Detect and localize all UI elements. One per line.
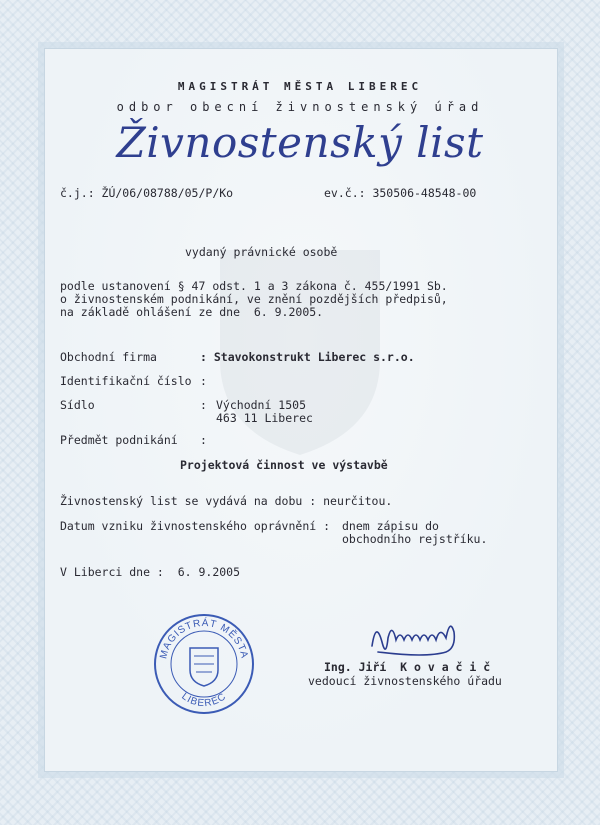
legal-basis-line-2: o živnostenském podnikání, ve znění pozdějších předpisů, bbox=[60, 292, 448, 306]
seat-line-2: 463 11 Liberec bbox=[216, 411, 313, 425]
stamp-bottom-text: LIBEREC bbox=[179, 690, 229, 710]
seat-line-1: Východní 1505 bbox=[216, 398, 307, 412]
registration-number: ev.č.: 350506-48548-00 bbox=[324, 186, 477, 200]
signatory-role: vedoucí živnostenského úřadu bbox=[308, 674, 502, 688]
legal-basis-line-3: na základě ohlášení ze dne 6. 9.2005. bbox=[60, 305, 324, 319]
subject-value: Projektová činnost ve výstavbě bbox=[180, 458, 388, 472]
issued-to: vydaný právnické osobě bbox=[185, 245, 338, 259]
subject-label: Předmět podnikání bbox=[60, 433, 178, 447]
document-title: Živnostenský list bbox=[116, 118, 484, 167]
firm-value: : Stavokonstrukt Liberec s.r.o. bbox=[200, 350, 415, 364]
department: odbor obecní živnostenský úřad bbox=[116, 100, 484, 114]
origin-line-1: dnem zápisu do bbox=[342, 519, 439, 533]
place-and-date: V Liberci dne : 6. 9.2005 bbox=[60, 565, 241, 579]
seat-colon: : bbox=[200, 398, 207, 412]
subject-colon: : bbox=[200, 433, 207, 447]
signatory-name: Ing. Jiří K o v a č i č bbox=[324, 660, 491, 674]
legal-basis-line-1: podle ustanovení § 47 odst. 1 a 3 zákona č. 455/1991 Sb. bbox=[60, 279, 448, 293]
official-stamp bbox=[152, 612, 256, 716]
svg-text:MAGISTRÁT MĚSTA bbox=[158, 616, 249, 660]
origin-line-2: obchodního rejstříku. bbox=[342, 532, 488, 546]
handwritten-signature bbox=[366, 612, 464, 664]
stamp-top-text: MAGISTRÁT MĚSTA bbox=[158, 617, 250, 660]
coat-of-arms-watermark bbox=[200, 230, 400, 460]
reference-number: č.j.: ŽÚ/06/08788/05/P/Ko bbox=[60, 186, 234, 200]
issuing-authority: MAGISTRÁT MĚSTA LIBEREC bbox=[177, 80, 423, 93]
validity-duration: Živnostenský list se vydává na dobu : neurčitou. bbox=[60, 494, 393, 508]
origin-label: Datum vzniku živnostenského oprávnění : bbox=[60, 519, 331, 533]
id-label: Identifikační číslo bbox=[60, 374, 192, 388]
seat-label: Sídlo bbox=[60, 398, 95, 412]
id-colon: : bbox=[200, 374, 207, 388]
firm-label: Obchodní firma bbox=[60, 350, 157, 364]
svg-text:LIBEREC bbox=[179, 691, 228, 709]
